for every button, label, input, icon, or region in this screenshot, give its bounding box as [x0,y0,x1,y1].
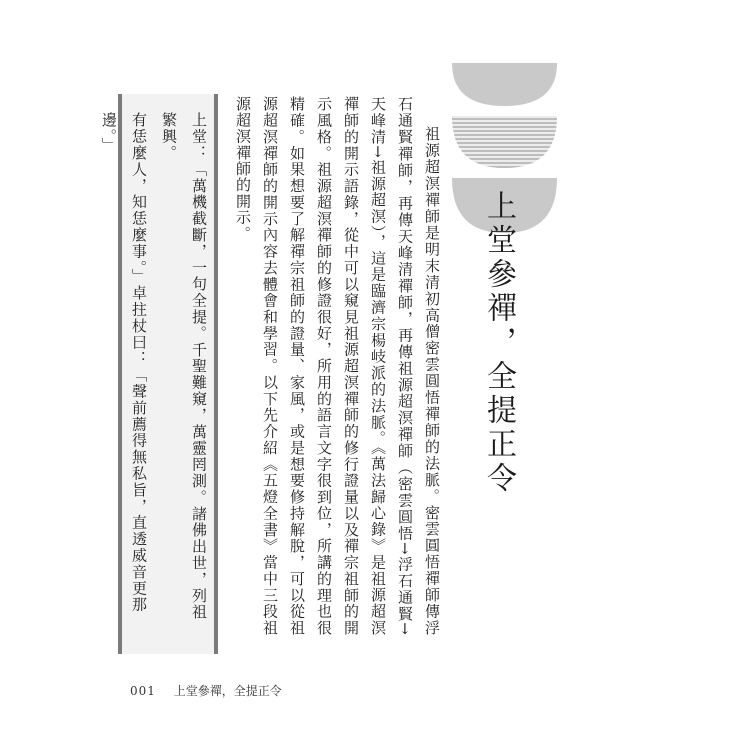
quote-line: 有恁麼人，知恁麼事。」卓拄杖曰：「聲前薦得無私旨，直透威音更那邊。」 [100,112,148,613]
body-paragraph: 祖源超溟禪師是明末清初高僧密雲圓悟禪師的法脈。密雲圓悟禪師傳浮石通賢禪師，再傳天峰清禪師，再傳祖源超溟禪師（密雲圓悟→浮石通賢→天峰清→祖源超溟），這是臨濟宗楊岐派的法脈。《萬法歸心錄》是祖源超溟禪師的開示語錄，從中可以窺見祖源超溟禪師的修行證量以及禪宗祖師的開示風格。祖源超溟禪師的修證很好，所用的語言文字很到位，所講的理也很精確。如果想要了解禪宗祖師的證量、家風，或是想要修持解脫，可以從祖源超溟禪師的開示內容去體會和學習。以下先介紹《五燈全書》當中三段祖源超溟禪師的開示。 [234,96,441,636]
quote-box [100,94,218,654]
quote-line: 上堂：「萬機截斷，一句全提。千聖難窺，萬靈罔測。諸佛出世，列祖繁興。 [160,112,208,621]
page-number: 001 [130,684,156,698]
quote-text [100,112,214,632]
page-footer [130,682,282,699]
running-title: 上堂參禪，全提正令 [173,684,282,698]
body-text [234,96,445,636]
chapter-title: 上堂參禪，全提正令 [481,190,516,496]
